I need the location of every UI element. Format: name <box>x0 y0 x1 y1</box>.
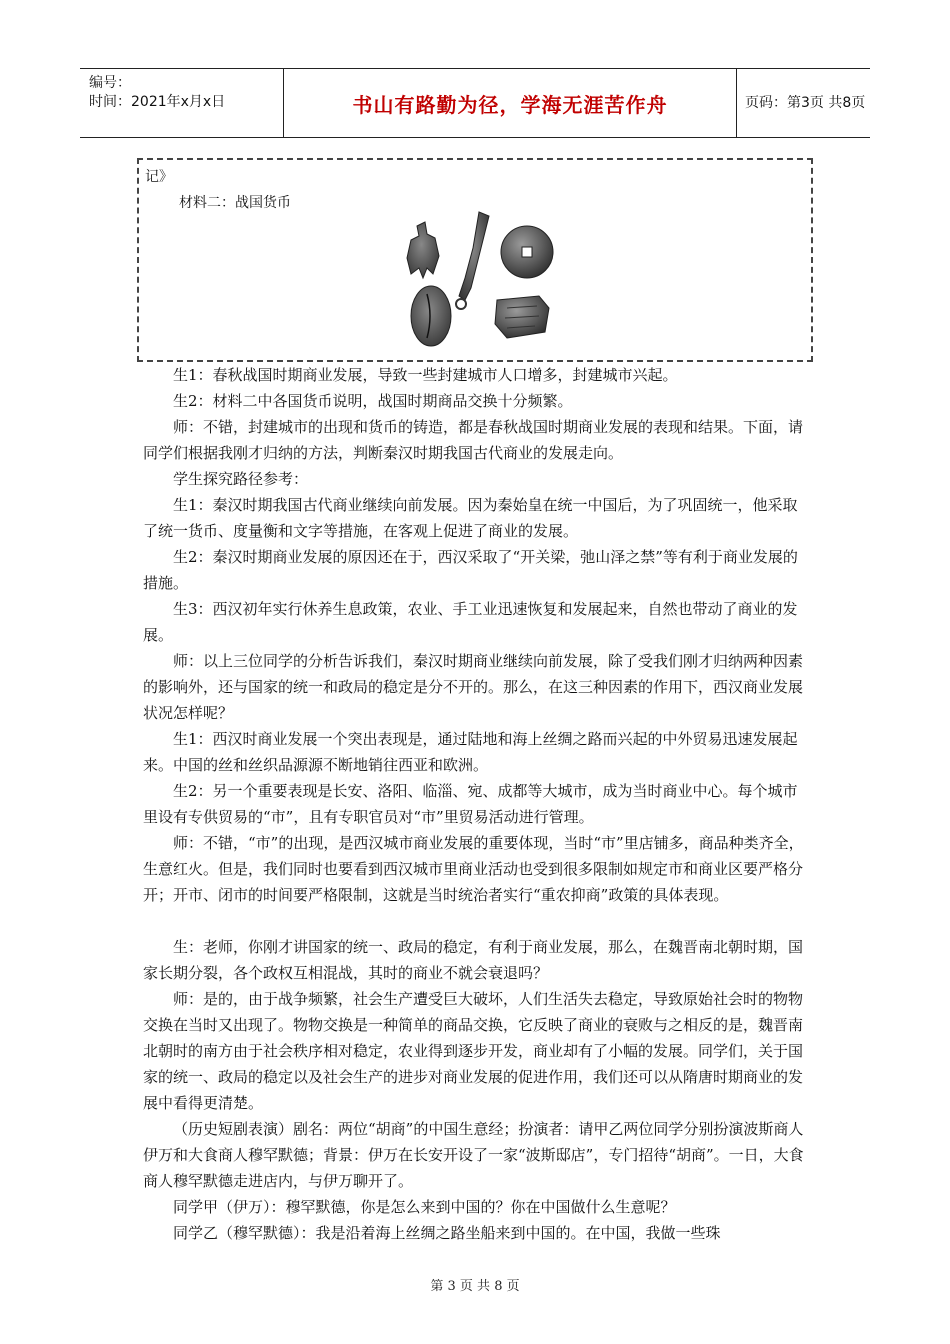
paragraph-10: 生2：另一个重要表现是长安、洛阳、临淄、宛、成都等大城市，成为当时商业中心。每个城市里设有专供贸易的“市”，且有专职官员对“市”里贸易活动进行管理。 <box>143 782 798 826</box>
box-top-fragment: 记》 <box>145 169 173 185</box>
paragraph-4: 学生探究路径参考： <box>173 470 309 488</box>
page-header <box>80 68 870 138</box>
page-label: 页码：第3页 共8页 <box>745 94 866 111</box>
paragraph-14: （历史短剧表演）剧名：两位“胡商”的中国生意经；扮演者：请甲乙两位同学分别扮演波斯商人伊万和大食商人穆罕默德；背景：伊万在长安开设了一家“波斯邸店”，专门招待“胡商”。一日，大食商人穆罕默德走进店内，与伊万聊开了。 <box>143 1120 804 1190</box>
paragraph-2: 生2：材料二中各国货币说明，战国时期商品交换十分频繁。 <box>173 392 573 410</box>
paragraph-16: 同学乙（穆罕默德）：我是沿着海上丝绸之路坐船来到中国的。在中国，我做一些珠 <box>173 1224 721 1242</box>
paragraph-8: 师：以上三位同学的分析告诉我们，秦汉时期商业继续向前发展，除了受我们刚才归纳两种因素的影响外，还与国家的统一和政局的稳定是分不开的。那么，在这三种因素的作用下，西汉商业发展状况怎样呢？ <box>143 652 804 722</box>
paragraph-12: 生：老师，你刚才讲国家的统一、政局的稳定，有利于商业发展，那么，在魏晋南北朝时期，国家长期分裂，各个政权互相混战，其时的商业不就会衰退吗？ <box>143 938 804 982</box>
spade-coin-icon <box>407 222 439 278</box>
paragraph-7: 生3：西汉初年实行休养生息政策，农业、手工业迅速恢复和发展起来，自然也带动了商业的发展。 <box>143 600 798 644</box>
motto: 书山有路勤为径，学海无涯苦作舟 <box>352 92 668 117</box>
paragraph-11: 师：不错，“市”的出现，是西汉城市商业发展的重要体现，当时“市”里店铺多，商品种类齐全，生意红火。但是，我们同时也要看到西汉城市里商业活动也受到很多限制如规定市和商业区要严格分开；开市、闭市的时间要严格限制，这就是当时统治者实行“重农抑商”政策的具体表现。 <box>143 834 804 904</box>
material-caption: 材料二：战国货币 <box>179 195 291 211</box>
paragraph-1: 生1：春秋战国时期商业发展，导致一些封建城市人口增多，封建城市兴起。 <box>173 366 678 384</box>
knife-coin-icon <box>459 212 489 300</box>
header-motto-cell <box>284 69 737 137</box>
paragraph-9: 生1：西汉时商业发展一个突出表现是，通过陆地和海上丝绸之路而兴起的中外贸易迅速发展起来。中国的丝和丝织品源源不断地销往西亚和欧洲。 <box>143 730 798 774</box>
header-left-cell <box>80 69 284 137</box>
page-footer: 第 3 页 共 8 页 <box>430 1279 520 1294</box>
time-label: 时间：2021年x月x日 <box>89 94 226 110</box>
paragraph-5: 生1：秦汉时期我国古代商业继续向前发展。因为秦始皇在统一中国后，为了巩固统一，他采取了统一货币、度量衡和文字等措施，在客观上促进了商业的发展。 <box>143 496 798 540</box>
coins-illustration <box>399 204 559 354</box>
header-right-cell <box>737 69 870 137</box>
material-box <box>137 158 813 362</box>
paragraph-6: 生2：秦汉时期商业发展的原因还在于，西汉采取了“开关梁，弛山泽之禁”等有利于商业发展的措施。 <box>143 548 798 592</box>
paragraph-3: 师：不错，封建城市的出现和货币的铸造，都是春秋战国时期商业发展的表现和结果。下面，请同学们根据我刚才归纳的方法，判断秦汉时期我国古代商业的发展走向。 <box>143 418 804 462</box>
shell-coin-icon <box>411 286 451 346</box>
paragraph-13: 师：是的，由于战争频繁，社会生产遭受巨大破坏，人们生活失去稳定，导致原始社会时的物物交换在当时又出现了。物物交换是一种简单的商品交换，它反映了商业的衰败与之相反的是，魏晋南北朝时的南方由于社会秩序相对稳定，农业得到逐步开发，商业却有了小幅的发展。同学们，关于国家的统一、政局的稳定以及社会生产的进步对商业发展的促进作用，我们还可以从隋唐时期商业的发展中看得更清楚。 <box>143 990 804 1112</box>
number-label: 编号： <box>89 75 131 91</box>
paragraph-15: 同学甲（伊万）：穆罕默德，你是怎么来到中国的？你在中国做什么生意呢？ <box>173 1198 676 1216</box>
